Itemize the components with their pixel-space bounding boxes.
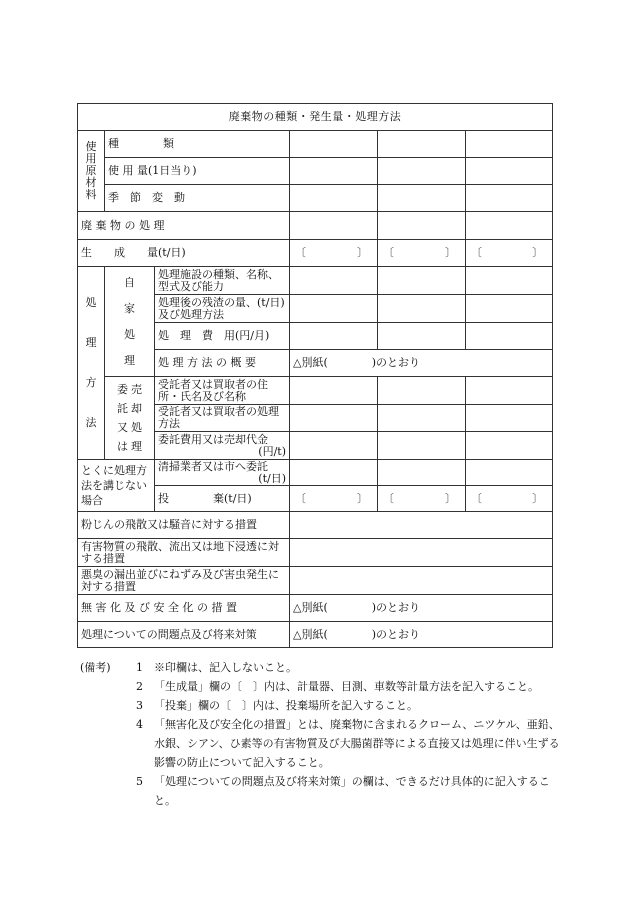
generation-label: 生 成 量(t/日) [78, 240, 290, 267]
dump-cell-1[interactable]: 〔 〕 [290, 486, 378, 512]
odor-label: 悪臭の漏出並びにねずみ及び害虫発生に対する措置 [78, 567, 290, 595]
usage-cell-3[interactable] [466, 158, 553, 185]
disposal-cell-3[interactable] [466, 212, 553, 240]
kind-cell-2[interactable] [378, 131, 466, 158]
notes-section [80, 658, 560, 810]
season-cell-2[interactable] [378, 185, 466, 212]
notes-heading: (備考) [80, 661, 111, 674]
cost-cell-2[interactable] [378, 323, 466, 350]
usage-label: 使 用 量(1日当り) [105, 158, 290, 185]
contractor-method-cell-3[interactable] [466, 405, 553, 432]
dump-cell-2[interactable]: 〔 〕 [378, 486, 466, 512]
cost-cell-1[interactable] [290, 323, 378, 350]
consign-label: 委 託 又 は 売 却 処 理 [105, 377, 155, 460]
outline-label: 処 理 方 法 の 概 要 [155, 350, 290, 377]
note-item: 4 「無害化及び安全化の措置」とは、廃棄物に含まれるクローム、ニツケル、亜鉛、水銀、シアン、ひ素等の有害物質及び大腸菌群等による直接又は処理に伴い生ずる影響の防止について記入すること。 [136, 718, 560, 769]
season-cell-3[interactable] [466, 185, 553, 212]
contractor-cell-2[interactable] [378, 377, 466, 405]
contractor-cell-1[interactable] [290, 377, 378, 405]
detox-label: 無 害 化 及 び 安 全 化 の 措 置 [78, 595, 290, 622]
generation-cell-2[interactable]: 〔 〕 [378, 240, 466, 267]
city-consign-label: 清掃業者又は市へ委託 (t/日) [155, 460, 290, 486]
facility-cell-3[interactable] [466, 267, 553, 295]
disposal-cell-2[interactable] [378, 212, 466, 240]
raw-materials-label: 使 用 原 材 料 [78, 131, 105, 212]
residue-label: 処理後の残渣の量、(t/日)及び処理方法 [155, 295, 290, 323]
issues-label: 処理についての問題点及び将来対策 [78, 622, 290, 648]
usage-cell-2[interactable] [378, 158, 466, 185]
facility-cell-2[interactable] [378, 267, 466, 295]
dump-cell-3[interactable]: 〔 〕 [466, 486, 553, 512]
season-cell-1[interactable] [290, 185, 378, 212]
self-processing-label: 自 家 処 理 [105, 267, 155, 377]
hazard-label: 有害物質の飛散、流出又は地下浸透に対する措置 [78, 539, 290, 567]
contractor-cell-3[interactable] [466, 377, 553, 405]
city-consign-cell-1[interactable] [290, 460, 378, 486]
residue-cell-1[interactable] [290, 295, 378, 323]
consign-cost-cell-1[interactable] [290, 432, 378, 460]
city-consign-cell-2[interactable] [378, 460, 466, 486]
waste-form-table [77, 103, 553, 648]
contractor-method-label: 受託者又は買取者の処理方法 [155, 405, 290, 432]
note-item: (備考) 1 ※印欄は、記入しないこと。 [80, 658, 560, 677]
kind-cell-1[interactable] [290, 131, 378, 158]
residue-cell-3[interactable] [466, 295, 553, 323]
note-item: 3 「投棄」欄の〔 〕内は、投棄場所を記入すること。 [136, 699, 418, 712]
note-item: 2 「生成量」欄の〔 〕内は、計量器、目測、車数等計量方法を記入すること。 [136, 680, 539, 693]
odor-cell[interactable] [290, 567, 553, 595]
contractor-method-cell-2[interactable] [378, 405, 466, 432]
usage-cell-1[interactable] [290, 158, 378, 185]
detox-see-attached[interactable]: △別紙( )のとおり [290, 595, 553, 622]
generation-cell-1[interactable]: 〔 〕 [290, 240, 378, 267]
hazard-cell[interactable] [290, 539, 553, 567]
contractor-method-cell-1[interactable] [290, 405, 378, 432]
form-title: 廃棄物の種類・発生量・処理方法 [78, 104, 553, 131]
dust-label: 粉じんの飛散又は騒音に対する措置 [78, 512, 290, 539]
facility-cell-1[interactable] [290, 267, 378, 295]
season-label: 季 節 変 動 [105, 185, 290, 212]
residue-cell-2[interactable] [378, 295, 466, 323]
special-case-label: とくに処理方法を講じない場合 [78, 460, 155, 512]
issues-see-attached[interactable]: △別紙( )のとおり [290, 622, 553, 648]
note-item: 5 「処理についての問題点及び将来対策」の欄は、できるだけ具体的に記入すること。 [136, 775, 550, 807]
city-consign-cell-3[interactable] [466, 460, 553, 486]
consign-cost-cell-2[interactable] [378, 432, 466, 460]
dump-label: 投 棄(t/日) [155, 486, 290, 512]
generation-cell-3[interactable]: 〔 〕 [466, 240, 553, 267]
disposal-label: 廃 棄 物 の 処 理 [78, 212, 290, 240]
dust-cell[interactable] [290, 512, 553, 539]
consign-cost-cell-3[interactable] [466, 432, 553, 460]
consign-cost-label: 委託費用又は売却代金 (円/t) [155, 432, 290, 460]
outline-see-attached[interactable]: △別紙( )のとおり [290, 350, 553, 377]
kind-cell-3[interactable] [466, 131, 553, 158]
cost-label: 処 理 費 用(円/月) [155, 323, 290, 350]
cost-cell-3[interactable] [466, 323, 553, 350]
facility-label: 処理施設の種類、名称、型式及び能力 [155, 267, 290, 295]
contractor-label: 受託者又は買取者の住所・氏名及び名称 [155, 377, 290, 405]
disposal-cell-1[interactable] [290, 212, 378, 240]
processing-method-label: 処 理 方 法 [78, 267, 105, 460]
kind-label: 種 類 [105, 131, 290, 158]
